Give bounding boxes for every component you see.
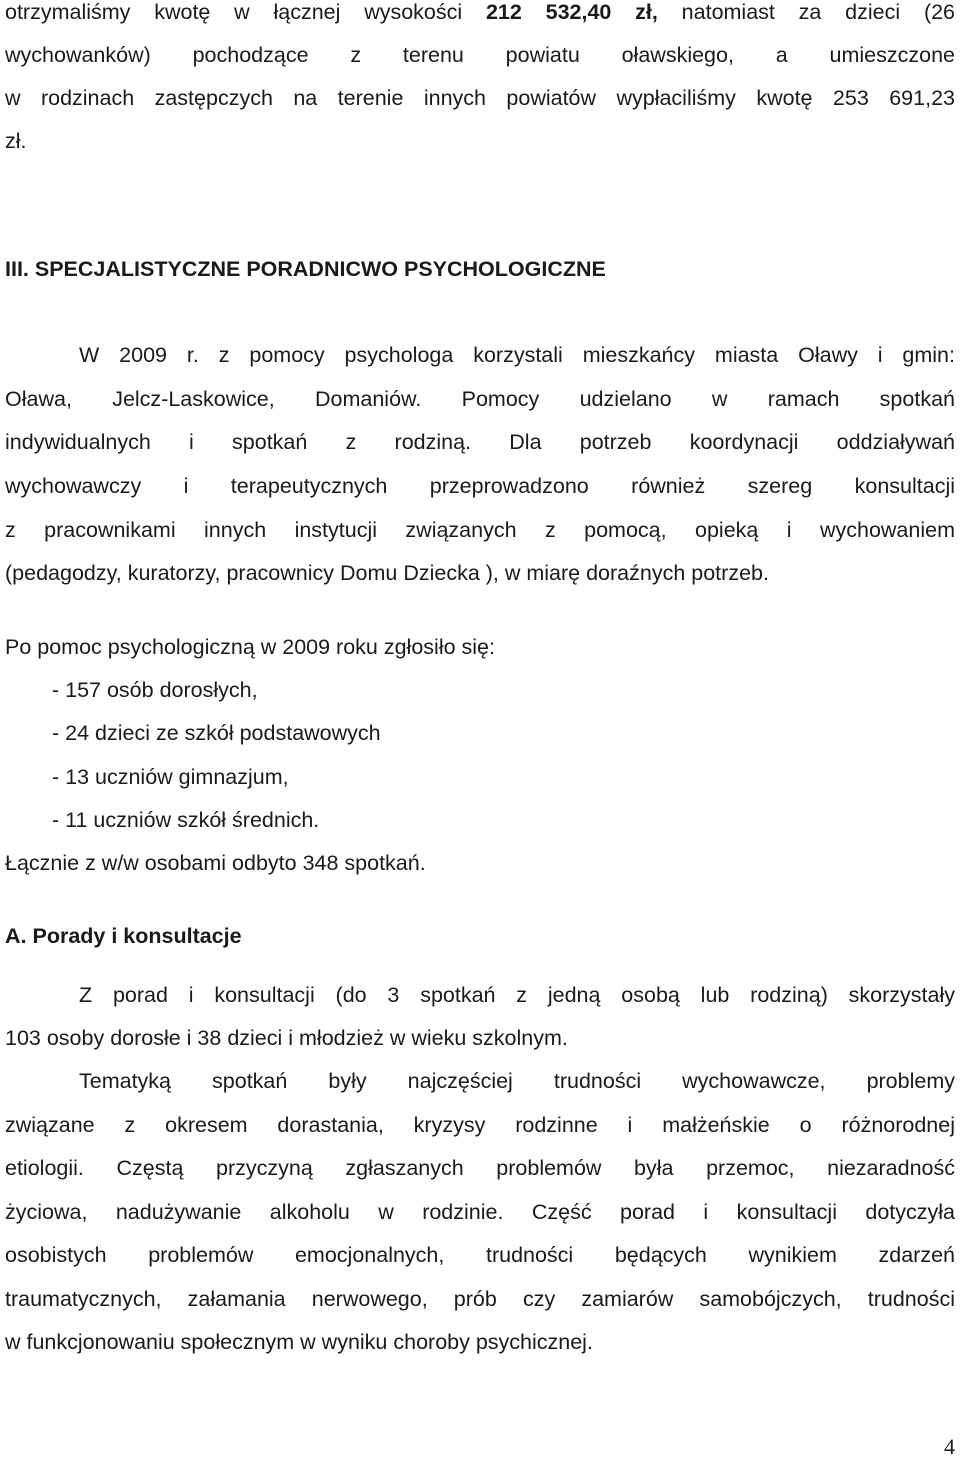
s3-list-item-1: - 157 osób dorosłych, xyxy=(52,678,258,702)
s3-list-item-2: - 24 dzieci ze szkół podstawowych xyxy=(52,721,381,745)
sa-p2-line-6: traumatycznych, załamania nerwowego, prób czy zamiarów samobójczych, trudności xyxy=(5,1287,955,1311)
s3-total: Łącznie z w/w osobami odbyto 348 spotkań. xyxy=(5,851,426,875)
intro-line-3: w rodzinach zastępczych na terenie innych powiatów wypłaciliśmy kwotę 253 691,23 xyxy=(5,86,955,110)
s3-p1-line-3: indywidualnych i spotkań z rodziną. Dla potrzeb koordynacji oddziaływań xyxy=(5,430,955,454)
sa-p1-line-2: 103 osoby dorosłe i 38 dzieci i młodzież w wieku szkolnym. xyxy=(5,1026,568,1050)
s3-p2-lead: Po pomoc psychologiczną w 2009 roku zgłosiło się: xyxy=(5,635,495,659)
section-3-heading: III. SPECJALISTYCZNE PORADNICWO PSYCHOLOGICZNE xyxy=(5,257,606,281)
sa-p2-line-2: związane z okresem dorastania, kryzysy rodzinne i małżeńskie o różnorodnej xyxy=(5,1113,955,1137)
intro-line-4: zł. xyxy=(5,129,27,153)
sa-p2-line-7: w funkcjonowaniu społecznym w wyniku choroby psychicznej. xyxy=(5,1330,593,1354)
s3-p1-line-1: W 2009 r. z pomocy psychologa korzystali mieszkańcy miasta Oławy i gmin: xyxy=(79,343,955,367)
sa-p2-line-1: Tematyką spotkań były najczęściej trudności wychowawcze, problemy xyxy=(79,1069,955,1093)
s3-p1-line-2: Oława, Jelcz-Laskowice, Domaniów. Pomocy udzielano w ramach spotkań xyxy=(5,387,955,411)
intro-line-2: wychowanków) pochodzące z terenu powiatu oławskiego, a umieszczone xyxy=(5,43,955,67)
s3-p1-line-4: wychowawczy i terapeutycznych przeprowadzono również szereg konsultacji xyxy=(5,474,955,498)
s3-list-item-4: - 11 uczniów szkół średnich. xyxy=(52,808,320,832)
s3-p1-line-6: (pedagodzy, kuratorzy, pracownicy Domu Dziecka ), w miarę doraźnych potrzeb. xyxy=(5,561,769,585)
s3-list-item-3: - 13 uczniów gimnazjum, xyxy=(52,765,289,789)
intro-line-1 xyxy=(5,0,955,27)
sa-p1-line-1: Z porad i konsultacji (do 3 spotkań z jedną osobą lub rodziną) skorzystały xyxy=(79,983,955,1007)
sa-p2-line-4: życiowa, nadużywanie alkoholu w rodzinie. Część porad i konsultacji dotyczyła xyxy=(5,1200,955,1224)
sa-p2-line-3: etiologii. Częstą przyczyną zgłaszanych problemów była przemoc, niezaradność xyxy=(5,1156,955,1180)
intro-amount-bold: 212 532,40 zł, xyxy=(485,0,658,24)
s3-p1-line-5: z pracownikami innych instytucji związanych z pomocą, opieką i wychowaniem xyxy=(5,518,955,542)
intro-text-a: otrzymaliśmy kwotę w łącznej wysokości xyxy=(5,0,486,24)
intro-text-c: natomiast za dzieci (26 xyxy=(657,0,956,24)
section-a-heading: A. Porady i konsultacje xyxy=(5,924,242,948)
sa-p2-line-5: osobistych problemów emocjonalnych, trudności będących wynikiem zdarzeń xyxy=(5,1243,955,1267)
document-page xyxy=(5,0,955,1460)
page-number: 4 xyxy=(944,1434,955,1459)
